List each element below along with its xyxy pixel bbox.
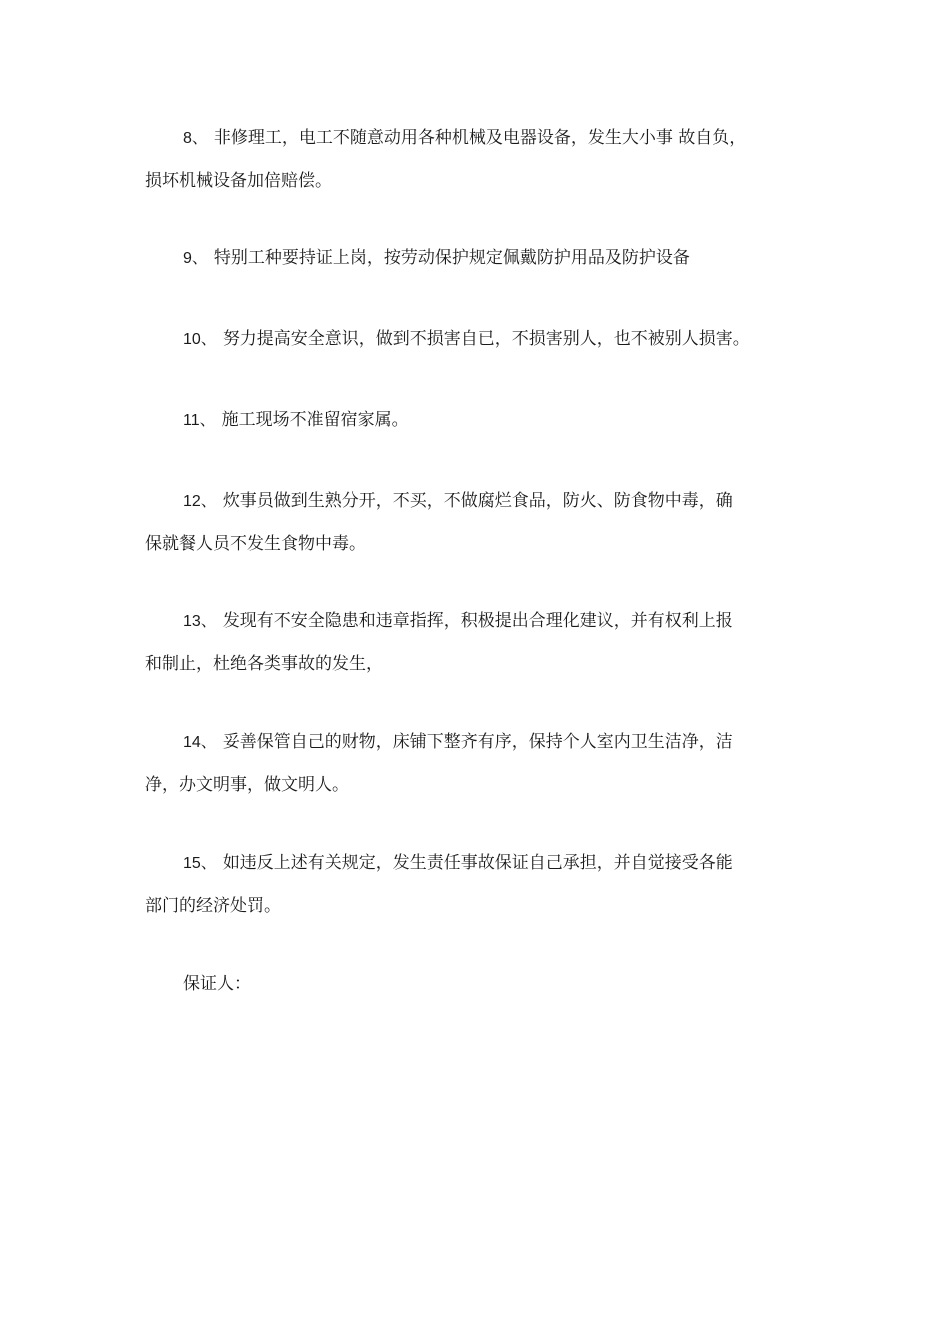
clause-line: 净，办文明事，做文明人。 xyxy=(145,775,349,795)
clause-line xyxy=(145,399,825,442)
clause-line xyxy=(145,480,825,523)
clause-number: 11、 xyxy=(183,412,216,429)
clause-line: 保就餐人员不发生食物中毒。 xyxy=(145,534,366,554)
clause-8 xyxy=(145,117,825,202)
clause-14 xyxy=(145,721,825,806)
clause-13 xyxy=(145,600,825,685)
clause-line xyxy=(145,117,825,160)
clause-text: 特别工种要持证上岗，按劳动保护规定佩戴防护用品及防护设备 xyxy=(213,248,690,268)
clause-text: 妥善保管自己的财物，床铺下整齐有序，保持个人室内卫生洁净，洁 xyxy=(222,732,733,752)
clause-11 xyxy=(145,399,825,442)
clause-10 xyxy=(145,318,825,361)
clause-text: 发现有不安全隐患和违章指挥，积极提出合理化建议，并有权利上报 xyxy=(222,611,733,631)
clause-line: 部门的经济处罚。 xyxy=(145,896,281,916)
clause-line xyxy=(145,237,825,280)
clause-9 xyxy=(145,237,825,280)
guarantor-label: 保证人： xyxy=(183,974,251,994)
clause-number: 9、 xyxy=(183,250,208,267)
clause-15 xyxy=(145,842,825,927)
clause-number: 10、 xyxy=(183,331,217,348)
clause-12 xyxy=(145,480,825,565)
clause-line xyxy=(145,842,825,885)
clause-number: 8、 xyxy=(183,130,208,147)
clause-line xyxy=(145,600,825,643)
clause-text: 炊事员做到生熟分开，不买，不做腐烂食品，防火、防食物中毒，确 xyxy=(222,491,733,511)
clause-number: 12、 xyxy=(183,493,217,510)
clause-line: 损坏机械设备加倍赔偿。 xyxy=(145,171,332,191)
clause-text: 施工现场不准留宿家属。 xyxy=(221,410,409,430)
clause-number: 15、 xyxy=(183,855,217,872)
clause-line: 和制止，杜绝各类事故的发生， xyxy=(145,654,383,674)
clause-text: 如违反上述有关规定，发生责任事故保证自己承担，并自觉接受各能 xyxy=(222,853,733,873)
clause-text: 努力提高安全意识，做到不损害自已，不损害别人，也不被别人损害。 xyxy=(222,329,750,349)
clause-line xyxy=(145,318,825,361)
clause-number: 14、 xyxy=(183,734,217,751)
clause-number: 13、 xyxy=(183,613,217,630)
clause-text: 非修理工，电工不随意动用各种机械及电器设备，发生大小事 故自负， xyxy=(213,128,747,148)
clause-line xyxy=(145,721,825,764)
